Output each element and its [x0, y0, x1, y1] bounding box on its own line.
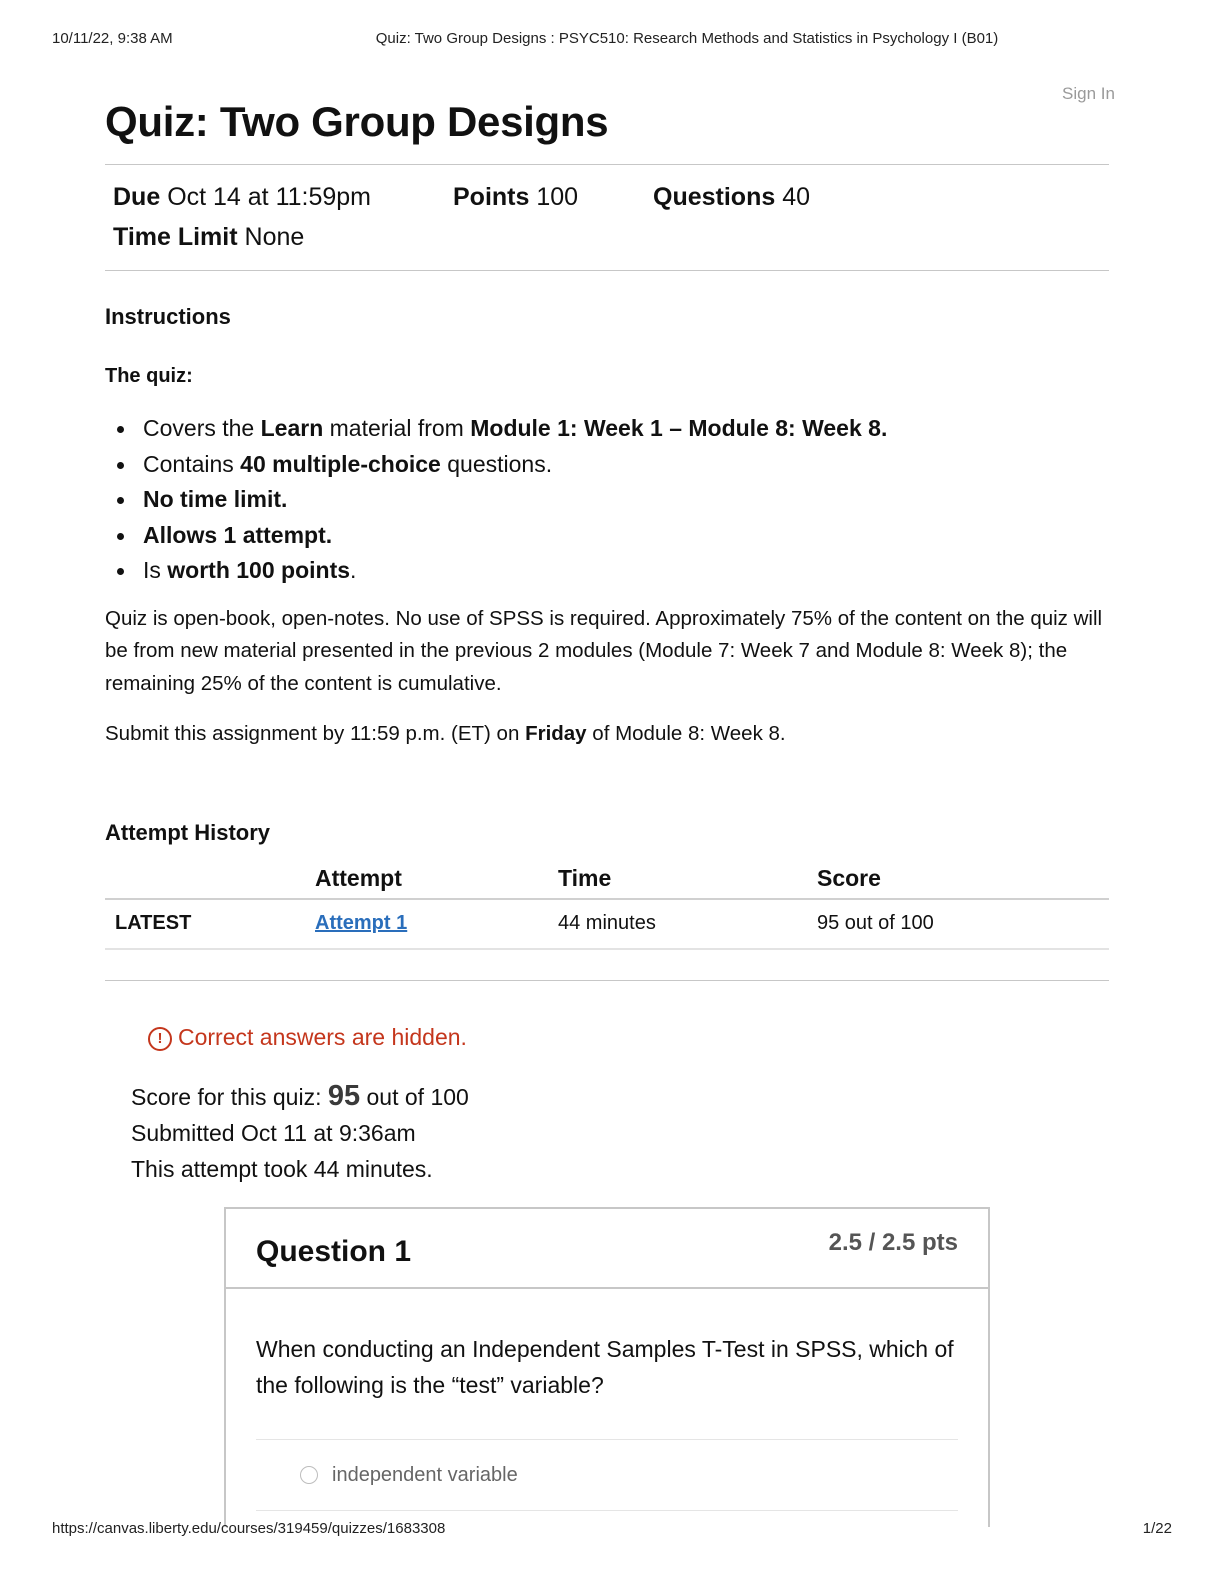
question-title: Question 1 — [256, 1235, 412, 1268]
question-body — [226, 1289, 988, 1511]
questions-info — [653, 182, 810, 212]
attempt-history-heading: Attempt History — [105, 819, 271, 845]
column-header — [105, 859, 305, 899]
hidden-note-text: Correct answers are hidden. — [178, 1024, 467, 1050]
due-label: Due — [113, 183, 161, 211]
list-item: Allows 1 attempt. — [105, 518, 1109, 554]
submitted-line: Submitted Oct 11 at 9:36am — [131, 1120, 416, 1146]
instructions-list — [105, 411, 1109, 589]
question-points: 2.5 / 2.5 pts — [828, 1229, 958, 1256]
attempt-history-table — [105, 859, 1109, 950]
list-item: Covers the Learn material from Module 1: Week 1 – Module 8: Week 8. — [105, 411, 1109, 447]
duration-line: This attempt took 44 minutes. — [131, 1156, 433, 1182]
list-item: No time limit. — [105, 482, 1109, 518]
score-line: Score for this quiz: 95 out of 100 — [131, 1080, 469, 1112]
print-footer — [52, 1520, 1172, 1540]
submit-note: Submit this assignment by 11:59 p.m. (ET) on Friday of Module 8: Week 8. — [105, 722, 786, 745]
points-value: 100 — [536, 183, 579, 211]
question-header — [226, 1209, 988, 1289]
answer-label: independent variable — [332, 1463, 518, 1486]
list-item: Is worth 100 points. — [105, 553, 1109, 589]
divider — [105, 980, 1109, 981]
page-title: Quiz: Two Group Designs — [105, 98, 609, 145]
divider — [105, 270, 1109, 271]
sign-in-link[interactable]: Sign In — [1062, 84, 1115, 103]
quiz-meta — [105, 96, 1109, 251]
attempt-score: 95 out of 100 — [807, 899, 1109, 949]
table-header-row — [105, 859, 1109, 899]
questions-label: Questions — [653, 183, 776, 211]
list-item: Contains 40 multiple-choice questions. — [105, 447, 1109, 483]
time-limit-info — [113, 222, 304, 252]
due-info — [113, 182, 371, 212]
quiz-main — [105, 96, 1109, 981]
question-card — [224, 1207, 990, 1527]
instructions-heading: Instructions — [105, 304, 231, 329]
print-page-number: 1/22 — [1142, 1520, 1172, 1537]
column-header: Attempt — [305, 859, 548, 899]
instructions-paragraph: Quiz is open-book, open-notes. No use of SPSS is required. Approximately 75% of the content on the quiz will be from new material presented in the previous 2 modules (Module 7: Week 7 and Module 8: Week 8); the remaining 25% of the content is cumulative. — [105, 606, 1103, 695]
warning-icon: ! — [148, 1027, 172, 1051]
attempt-time: 44 minutes — [548, 899, 807, 949]
points-label: Points — [453, 183, 530, 211]
table-row — [105, 899, 1109, 949]
print-doc-title: Quiz: Two Group Designs : PSYC510: Research Methods and Statistics in Psychology I (B01) — [375, 30, 999, 47]
radio-icon[interactable] — [300, 1466, 318, 1484]
column-header: Time — [548, 859, 807, 899]
time-limit-value: None — [244, 223, 305, 251]
latest-label: LATEST — [105, 899, 305, 949]
quiz-subheading: The quiz: — [105, 365, 193, 387]
column-header: Score — [807, 859, 1109, 899]
correct-answers-hidden-notice — [148, 1024, 467, 1051]
score-value: 95 — [327, 1080, 361, 1112]
print-datetime: 10/11/22, 9:38 AM — [52, 30, 173, 47]
due-value: Oct 14 at 11:59pm — [167, 183, 372, 211]
question-text: When conducting an Independent Samples T-Test in SPSS, which of the following is the “test” variable? — [256, 1336, 954, 1398]
quiz-result-summary — [131, 1078, 469, 1187]
print-url: https://canvas.liberty.edu/courses/319459/quizzes/1683308 — [52, 1520, 446, 1537]
questions-value: 40 — [782, 183, 811, 211]
print-header — [52, 30, 1172, 50]
attempt-link[interactable]: Attempt 1 — [315, 912, 408, 934]
divider — [256, 1510, 958, 1511]
points-info — [453, 182, 578, 212]
time-limit-label: Time Limit — [113, 223, 238, 251]
answer-option[interactable] — [256, 1440, 958, 1510]
